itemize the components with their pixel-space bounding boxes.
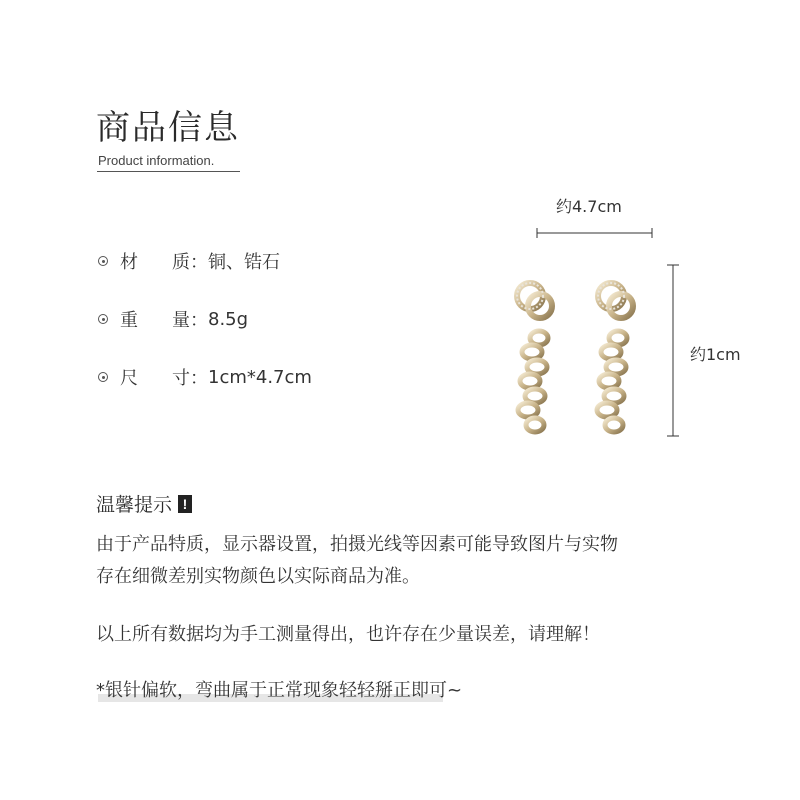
- bullet-icon: [98, 314, 108, 324]
- spec-key-first: 尺: [120, 368, 138, 389]
- notice-line-3: 以上所有数据均为手工测量得出，也许存在少量误差，请理解！: [96, 624, 600, 645]
- spec-key-second: 量：: [172, 310, 208, 331]
- subtitle-underline: [97, 171, 240, 172]
- spec-weight: [98, 306, 248, 332]
- notice-heading: [96, 490, 192, 517]
- spec-value: 8.5g: [208, 308, 249, 330]
- exclamation-icon: !: [178, 495, 192, 513]
- notice-line-1: 由于产品特质，显示器设置，拍摄光线等因素可能导致图片与实物: [96, 534, 618, 555]
- width-dimension-label: 约4.7cm: [556, 197, 622, 216]
- spec-material: [98, 248, 280, 274]
- spec-key-first: 材: [120, 252, 138, 273]
- spec-key-first: 重: [120, 310, 138, 331]
- notice-title: 温馨提示: [96, 494, 173, 516]
- spec-value: 铜、锆石: [208, 252, 280, 273]
- notice-line-2: 存在细微差别实物颜色以实际商品为准。: [96, 566, 420, 587]
- height-dimension-line: [667, 265, 679, 436]
- bullet-icon: [98, 372, 108, 382]
- right-earring: [597, 283, 633, 432]
- height-dimension-label: 约1cm: [690, 345, 741, 364]
- left-earring: [517, 283, 552, 432]
- spec-key-second: 质：: [172, 252, 208, 273]
- notice-line-4: *银针偏软，弯曲属于正常现象轻轻掰正即可~: [96, 680, 463, 701]
- earring-product-image: [480, 220, 700, 460]
- width-dimension-line: [537, 228, 652, 238]
- spec-size: [98, 364, 312, 390]
- spec-key-second: 寸：: [172, 368, 208, 389]
- page-subtitle: Product information.: [98, 153, 215, 168]
- bullet-icon: [98, 256, 108, 266]
- spec-value: 1cm*4.7cm: [208, 366, 312, 388]
- page-title: 商品信息: [96, 108, 240, 148]
